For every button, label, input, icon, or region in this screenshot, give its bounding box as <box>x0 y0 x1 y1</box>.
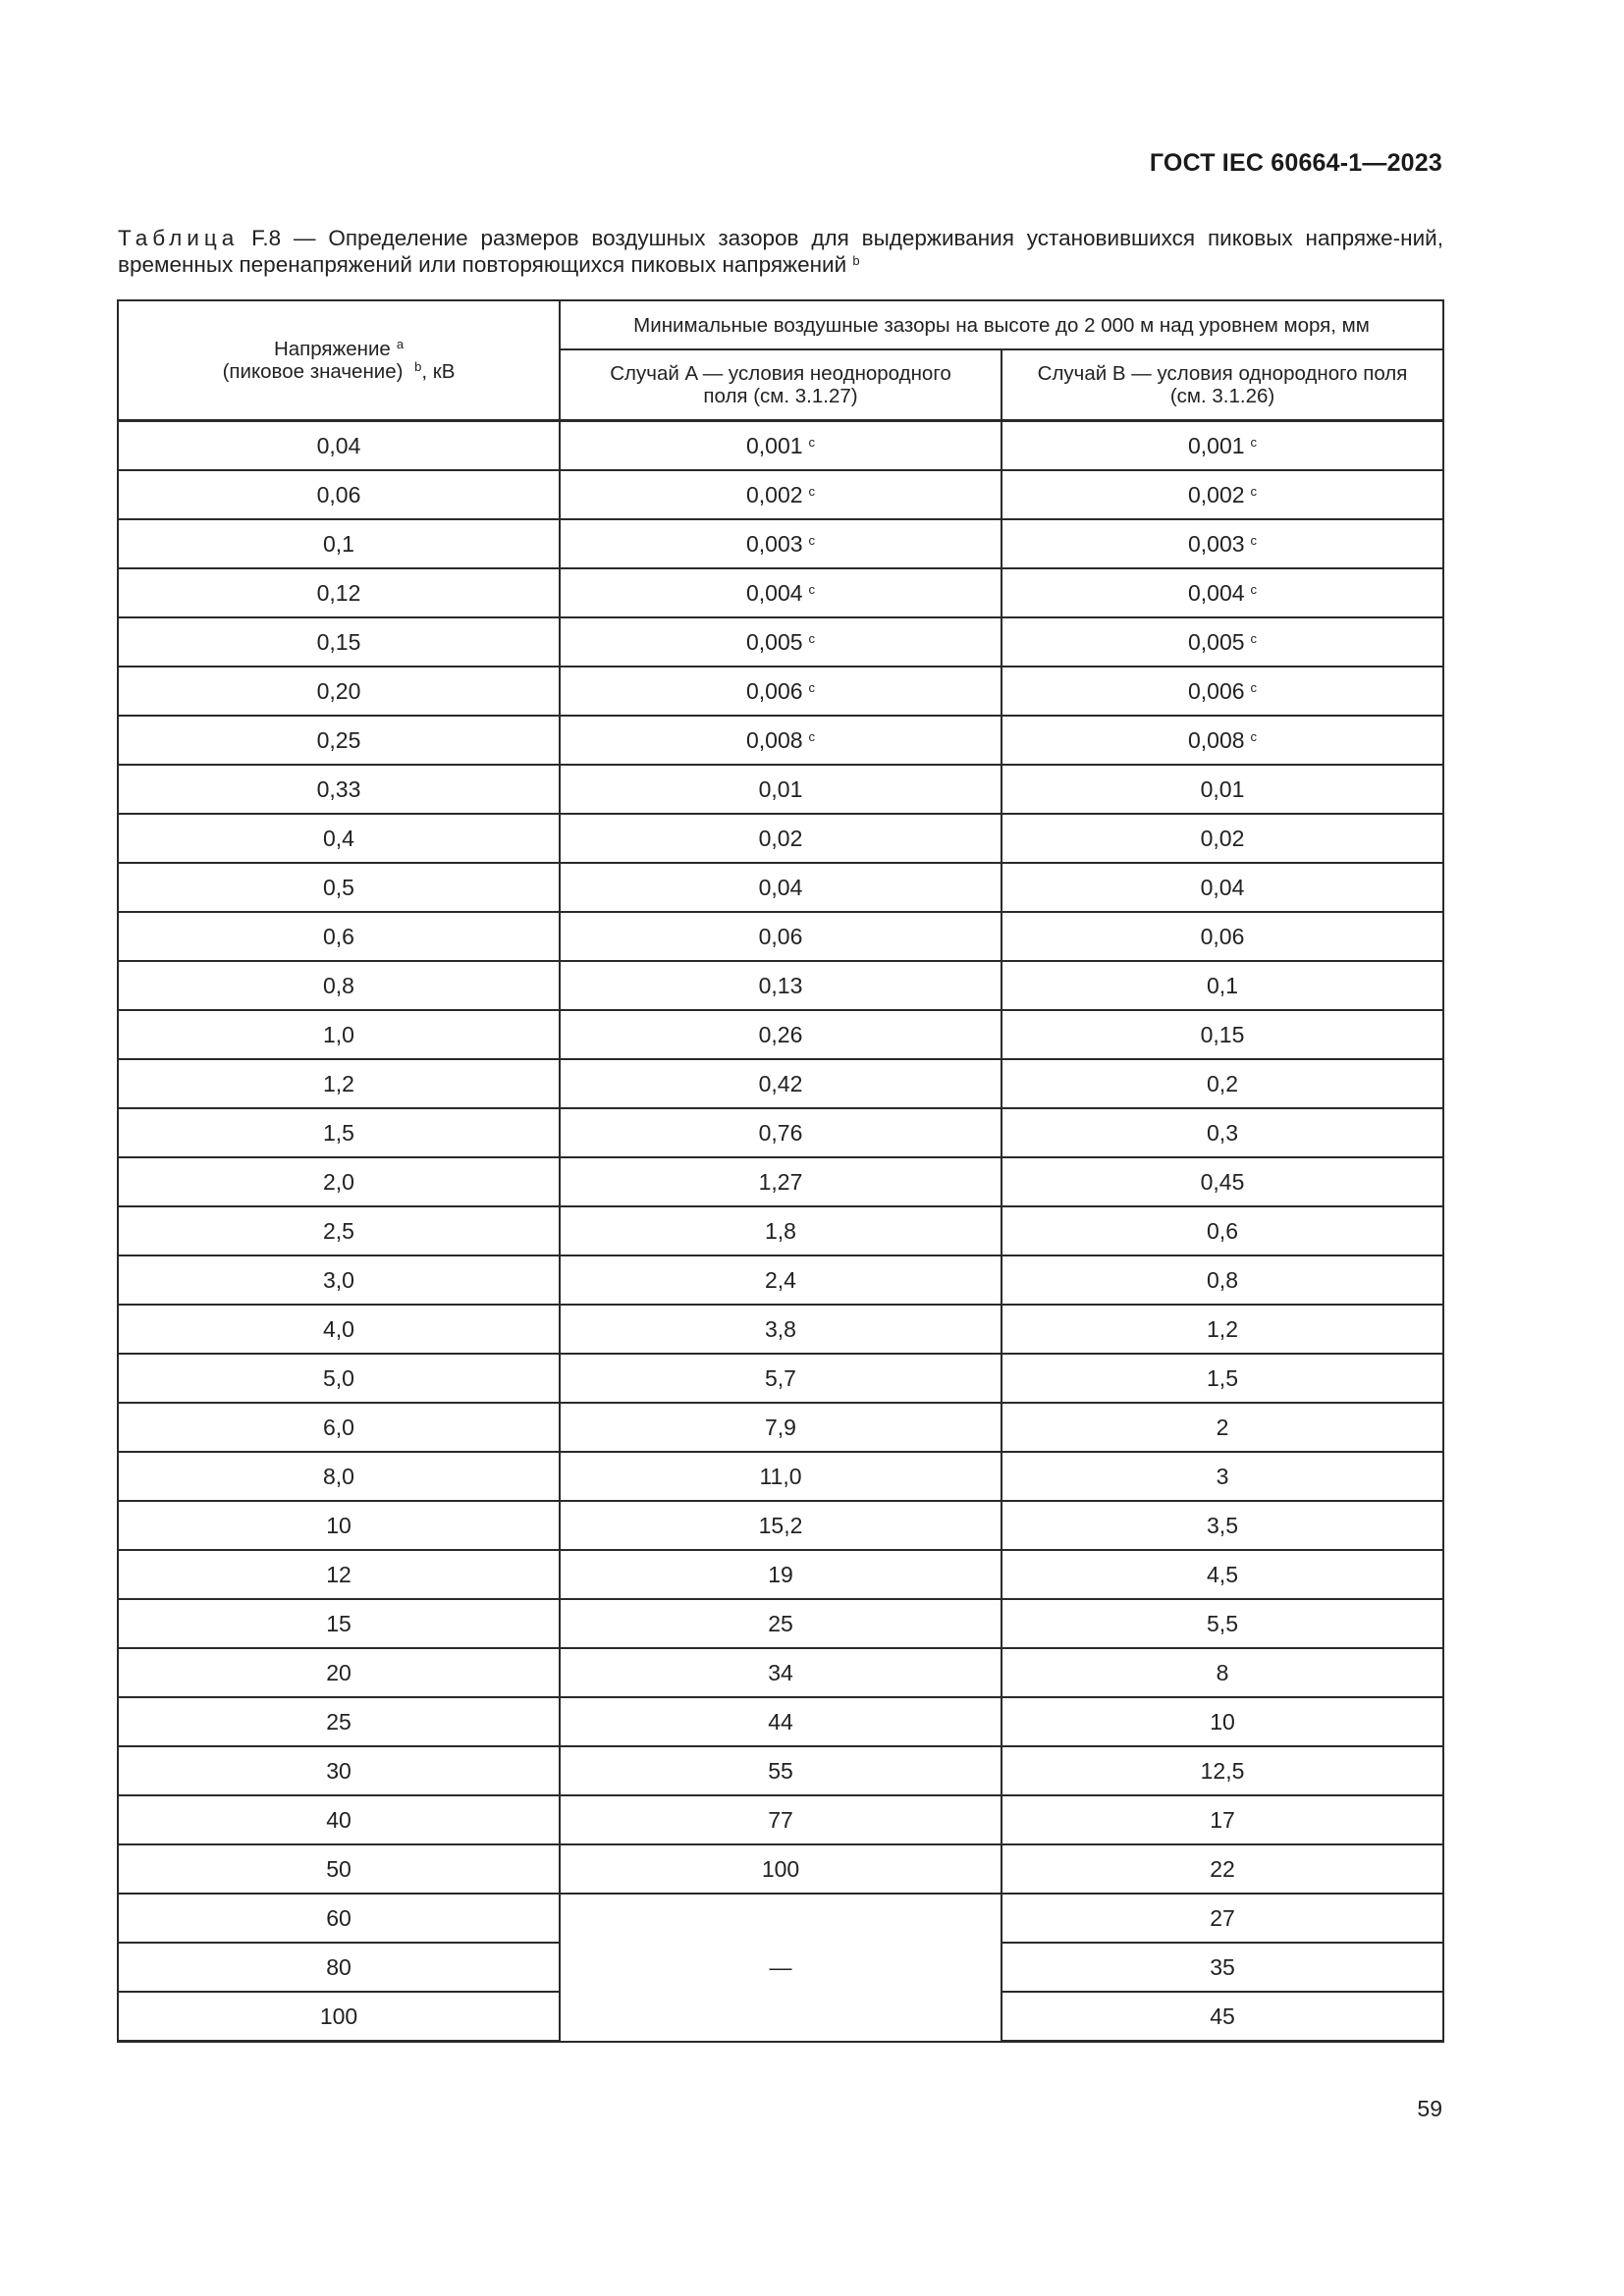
voltage-cell <box>118 1010 560 1059</box>
cell-value: 0,002 <box>1187 481 1245 507</box>
cell-value: 0,8 <box>1207 1266 1238 1293</box>
voltage-column-header <box>118 300 560 421</box>
footnote-mark-c: c <box>1250 728 1258 744</box>
voltage-cell <box>118 1157 560 1206</box>
cell-value: 1,2 <box>1207 1315 1238 1342</box>
case-b-cell <box>1001 1010 1443 1059</box>
clearance-table <box>117 299 1444 2043</box>
voltage-cell <box>118 519 560 568</box>
header-row <box>118 300 1443 349</box>
table-row <box>118 1354 1443 1403</box>
cell-value: 20 <box>326 1659 352 1685</box>
cell-value: 0,004 <box>745 579 803 606</box>
cell-value: 0,15 <box>1200 1021 1245 1047</box>
case-b-cell <box>1001 1746 1443 1795</box>
voltage-cell <box>118 1206 560 1255</box>
cell-value: 0,1 <box>1207 972 1238 998</box>
cell-value: 0,04 <box>316 432 361 458</box>
case-b-cell <box>1001 1452 1443 1501</box>
cell-value: 12 <box>326 1561 352 1587</box>
voltage-cell <box>118 1697 560 1746</box>
case-b-cell <box>1001 470 1443 519</box>
case-b-cell <box>1001 1501 1443 1550</box>
cell-value: 0,006 <box>1187 677 1245 704</box>
case-b-header-line1: Случай B — условия однородного поля <box>1037 362 1408 385</box>
case-b-cell: 27 <box>1001 1894 1443 1943</box>
table-row <box>118 912 1443 961</box>
cell-value: 0,33 <box>316 775 361 802</box>
cell-value: 0,6 <box>323 923 354 949</box>
case-a-cell <box>560 1746 1001 1795</box>
case-b-cell <box>1001 1599 1443 1648</box>
table-row <box>118 1501 1443 1550</box>
table-row <box>118 1403 1443 1452</box>
cell-value: 0,20 <box>316 677 361 704</box>
cell-value: 1,8 <box>765 1217 796 1244</box>
table-row <box>118 1206 1443 1255</box>
table-row <box>118 1305 1443 1354</box>
cell-value: 1,0 <box>323 1021 354 1047</box>
case-b-cell <box>1001 716 1443 765</box>
table-row <box>118 1010 1443 1059</box>
cell-value: 0,005 <box>1187 628 1245 655</box>
case-b-header <box>1001 349 1443 421</box>
case-b-cell <box>1001 1157 1443 1206</box>
table-row <box>118 1697 1443 1746</box>
case-b-cell <box>1001 1648 1443 1697</box>
voltage-cell <box>118 912 560 961</box>
cell-value: 11,0 <box>759 1463 802 1489</box>
cell-value: 40 <box>326 1806 352 1833</box>
voltage-cell <box>118 1403 560 1452</box>
cell-value: 0,12 <box>316 579 361 606</box>
voltage-cell: 80 <box>118 1943 560 1992</box>
voltage-cell <box>118 1059 560 1108</box>
cell-value: 15,2 <box>758 1512 803 1538</box>
table-row <box>118 519 1443 568</box>
case-a-cell <box>560 1157 1001 1206</box>
cell-value: 0,001 <box>1187 432 1245 458</box>
caption-footnote-mark: b <box>852 253 860 268</box>
case-a-merged-cell: — <box>560 1894 1001 2042</box>
voltage-cell <box>118 1501 560 1550</box>
cell-value: 0,02 <box>758 825 803 851</box>
table-row <box>118 1157 1443 1206</box>
cell-value: 0,76 <box>758 1119 803 1146</box>
case-b-cell <box>1001 1403 1443 1452</box>
table-row <box>118 470 1443 519</box>
cell-value: 0,01 <box>758 775 803 802</box>
case-b-cell <box>1001 421 1443 471</box>
cell-value: 5,7 <box>765 1364 796 1391</box>
table-row <box>118 814 1443 863</box>
case-a-cell <box>560 1010 1001 1059</box>
case-a-cell <box>560 1795 1001 1844</box>
voltage-cell <box>118 1255 560 1305</box>
cell-value: 0,6 <box>1207 1217 1238 1244</box>
case-a-cell <box>560 912 1001 961</box>
table-row <box>118 765 1443 814</box>
case-a-header <box>560 349 1001 421</box>
case-b-cell <box>1001 1255 1443 1305</box>
cell-value: 0,8 <box>323 972 354 998</box>
cell-value: 25 <box>326 1708 352 1735</box>
cell-value: 12,5 <box>1200 1757 1245 1784</box>
voltage-cell <box>118 617 560 667</box>
cell-value: 6,0 <box>323 1414 354 1440</box>
cell-value: 2 <box>1216 1414 1229 1440</box>
case-b-cell <box>1001 863 1443 912</box>
cell-value: 0,002 <box>745 481 803 507</box>
cell-value: 2,0 <box>323 1168 354 1195</box>
case-a-cell <box>560 470 1001 519</box>
cell-value: 17 <box>1210 1806 1235 1833</box>
table-caption <box>118 225 1443 278</box>
cell-value: 3,8 <box>765 1315 796 1342</box>
cell-value: 50 <box>326 1855 352 1882</box>
case-b-cell <box>1001 1305 1443 1354</box>
voltage-cell <box>118 961 560 1010</box>
table-row <box>118 1894 1443 1943</box>
table-row <box>118 1059 1443 1108</box>
voltage-cell <box>118 1844 560 1894</box>
case-b-cell <box>1001 617 1443 667</box>
voltage-cell <box>118 1795 560 1844</box>
cell-value: 44 <box>768 1708 793 1735</box>
cell-value: 0,01 <box>1200 775 1245 802</box>
cell-value: 2,4 <box>765 1266 796 1293</box>
voltage-cell <box>118 863 560 912</box>
footnote-mark-b: b <box>414 359 422 374</box>
table-row <box>118 617 1443 667</box>
cell-value: 10 <box>326 1512 352 1538</box>
voltage-cell <box>118 470 560 519</box>
cell-value: 7,9 <box>765 1414 796 1440</box>
cell-value: 0,45 <box>1200 1168 1245 1195</box>
voltage-cell <box>118 716 560 765</box>
case-a-cell <box>560 421 1001 471</box>
cell-value: 0,008 <box>1187 726 1245 753</box>
footnote-mark-c: c <box>808 434 816 450</box>
cell-value: 25 <box>768 1610 793 1636</box>
cell-value: 0,26 <box>758 1021 803 1047</box>
voltage-cell <box>118 1599 560 1648</box>
table-row <box>118 1599 1443 1648</box>
voltage-cell <box>118 421 560 471</box>
case-a-cell <box>560 1255 1001 1305</box>
cell-value: 0,06 <box>1200 923 1245 949</box>
case-a-header-line1: Случай A — условия неоднородного <box>610 362 951 385</box>
cell-value: 34 <box>768 1659 793 1685</box>
cell-value: 5,0 <box>323 1364 354 1391</box>
table-row <box>118 1255 1443 1305</box>
cell-value: 5,5 <box>1207 1610 1238 1636</box>
case-b-cell <box>1001 765 1443 814</box>
case-a-cell <box>560 617 1001 667</box>
footnote-mark-c: c <box>1250 434 1258 450</box>
cell-value: 8,0 <box>323 1463 354 1489</box>
case-a-cell <box>560 519 1001 568</box>
footnote-mark-c: c <box>808 679 816 695</box>
cell-value: 0,15 <box>316 628 361 655</box>
cell-value: 0,25 <box>316 726 361 753</box>
case-b-cell <box>1001 961 1443 1010</box>
case-a-cell <box>560 667 1001 716</box>
cell-value: 0,1 <box>323 530 354 557</box>
cell-value: 0,003 <box>745 530 803 557</box>
document-id: ГОСТ IEC 60664-1—2023 <box>1149 149 1442 177</box>
case-a-cell <box>560 568 1001 617</box>
cell-value: 55 <box>768 1757 793 1784</box>
case-a-cell <box>560 1599 1001 1648</box>
voltage-cell: 100 <box>118 1992 560 2042</box>
voltage-cell <box>118 1746 560 1795</box>
case-a-cell <box>560 1059 1001 1108</box>
table-row <box>118 1844 1443 1894</box>
table-row <box>118 421 1443 471</box>
cell-value: 0,04 <box>1200 874 1245 900</box>
cell-value: 3 <box>1216 1463 1229 1489</box>
cell-value: 0,06 <box>758 923 803 949</box>
cell-value: 0,02 <box>1200 825 1245 851</box>
case-a-cell <box>560 1206 1001 1255</box>
cell-value: 0,13 <box>758 972 803 998</box>
table-row <box>118 1550 1443 1599</box>
cell-value: 15 <box>326 1610 352 1636</box>
case-b-cell <box>1001 568 1443 617</box>
table-row <box>118 716 1443 765</box>
cell-value: 4,5 <box>1207 1561 1238 1587</box>
case-a-cell <box>560 961 1001 1010</box>
table-row <box>118 1746 1443 1795</box>
caption-text: F.8 — Определение размеров воздушных зазоров для выдерживания установившихся пиковых напряже-ний, временных перенапряжений или повторяющихся пиковых напряжений <box>118 226 1443 277</box>
cell-value: 0,004 <box>1187 579 1245 606</box>
case-b-cell <box>1001 1108 1443 1157</box>
footnote-mark-c: c <box>808 532 816 548</box>
table-row <box>118 863 1443 912</box>
cell-value: 0,005 <box>745 628 803 655</box>
voltage-cell: 60 <box>118 1894 560 1943</box>
cell-value: 0,001 <box>745 432 803 458</box>
table-row <box>118 961 1443 1010</box>
case-b-cell <box>1001 1844 1443 1894</box>
case-a-cell <box>560 814 1001 863</box>
cell-value: 0,006 <box>745 677 803 704</box>
footnote-mark-c: c <box>1250 483 1258 499</box>
case-a-cell <box>560 1648 1001 1697</box>
cell-value: 1,27 <box>758 1168 803 1195</box>
voltage-cell <box>118 667 560 716</box>
voltage-cell <box>118 1648 560 1697</box>
clearance-span-header: Минимальные воздушные зазоры на высоте до 2 000 м над уровнем моря, мм <box>560 300 1443 349</box>
voltage-cell <box>118 568 560 617</box>
case-a-cell <box>560 1501 1001 1550</box>
footnote-mark-c: c <box>808 728 816 744</box>
case-b-cell: 45 <box>1001 1992 1443 2042</box>
cell-value: 0,42 <box>758 1070 803 1096</box>
footnote-mark-c: c <box>808 581 816 597</box>
cell-value: 0,003 <box>1187 530 1245 557</box>
case-b-cell <box>1001 1354 1443 1403</box>
case-a-cell <box>560 863 1001 912</box>
table-row <box>118 1648 1443 1697</box>
cell-value: 0,04 <box>758 874 803 900</box>
cell-value: 3,5 <box>1207 1512 1238 1538</box>
case-b-cell <box>1001 1795 1443 1844</box>
table-row <box>118 1452 1443 1501</box>
case-b-cell <box>1001 519 1443 568</box>
cell-value: 8 <box>1216 1659 1229 1685</box>
footnote-mark-c: c <box>1250 532 1258 548</box>
footnote-mark-c: c <box>1250 679 1258 695</box>
voltage-cell <box>118 765 560 814</box>
footnote-mark-a: a <box>396 337 405 351</box>
cell-value: 2,5 <box>323 1217 354 1244</box>
table-row <box>118 667 1443 716</box>
voltage-cell <box>118 814 560 863</box>
cell-value: 4,0 <box>323 1315 354 1342</box>
voltage-cell <box>118 1108 560 1157</box>
case-a-header-line2: поля (см. 3.1.27) <box>703 385 858 407</box>
cell-value: 0,3 <box>1207 1119 1238 1146</box>
case-a-cell <box>560 765 1001 814</box>
cell-value: 0,008 <box>745 726 803 753</box>
case-b-cell <box>1001 814 1443 863</box>
cell-value: 0,06 <box>316 481 361 507</box>
footnote-mark-c: c <box>1250 630 1258 646</box>
case-b-cell <box>1001 667 1443 716</box>
case-a-cell <box>560 1305 1001 1354</box>
cell-value: 1,5 <box>1207 1364 1238 1391</box>
case-a-cell <box>560 1844 1001 1894</box>
case-b-cell <box>1001 1059 1443 1108</box>
cell-value: 0,4 <box>323 825 354 851</box>
case-b-cell: 35 <box>1001 1943 1443 1992</box>
caption-lead: Таблица <box>118 226 240 250</box>
footnote-mark-c: c <box>1250 581 1258 597</box>
case-a-cell <box>560 1403 1001 1452</box>
voltage-cell <box>118 1550 560 1599</box>
table-row <box>118 568 1443 617</box>
case-a-cell <box>560 1452 1001 1501</box>
case-a-cell <box>560 1550 1001 1599</box>
cell-value: 30 <box>326 1757 352 1784</box>
cell-value: 10 <box>1210 1708 1235 1735</box>
table-row <box>118 1795 1443 1844</box>
case-a-cell <box>560 716 1001 765</box>
footnote-mark-c: c <box>808 630 816 646</box>
page-number: 59 <box>1417 2096 1442 2121</box>
voltage-header-unit: , кВ <box>421 360 456 383</box>
cell-value: 19 <box>768 1561 793 1587</box>
cell-value: 1,5 <box>323 1119 354 1146</box>
voltage-cell <box>118 1305 560 1354</box>
cell-value: 100 <box>761 1855 800 1882</box>
voltage-cell <box>118 1452 560 1501</box>
voltage-header-line1: Напряжение <box>273 338 391 360</box>
cell-value: 77 <box>768 1806 793 1833</box>
voltage-cell <box>118 1354 560 1403</box>
case-b-cell <box>1001 1550 1443 1599</box>
case-b-cell <box>1001 1697 1443 1746</box>
case-a-cell <box>560 1354 1001 1403</box>
cell-value: 1,2 <box>323 1070 354 1096</box>
table-row <box>118 1108 1443 1157</box>
table-body <box>118 300 1443 2042</box>
cell-value: 0,5 <box>323 874 354 900</box>
cell-value: 0,2 <box>1207 1070 1238 1096</box>
voltage-header-line2: (пиковое значение) <box>222 360 404 383</box>
footnote-mark-c: c <box>808 483 816 499</box>
case-b-cell <box>1001 912 1443 961</box>
cell-value: 3,0 <box>323 1266 354 1293</box>
case-a-cell <box>560 1108 1001 1157</box>
cell-value: 22 <box>1210 1855 1235 1882</box>
case-b-cell <box>1001 1206 1443 1255</box>
case-b-header-line2: (см. 3.1.26) <box>1169 385 1275 407</box>
case-a-cell <box>560 1697 1001 1746</box>
